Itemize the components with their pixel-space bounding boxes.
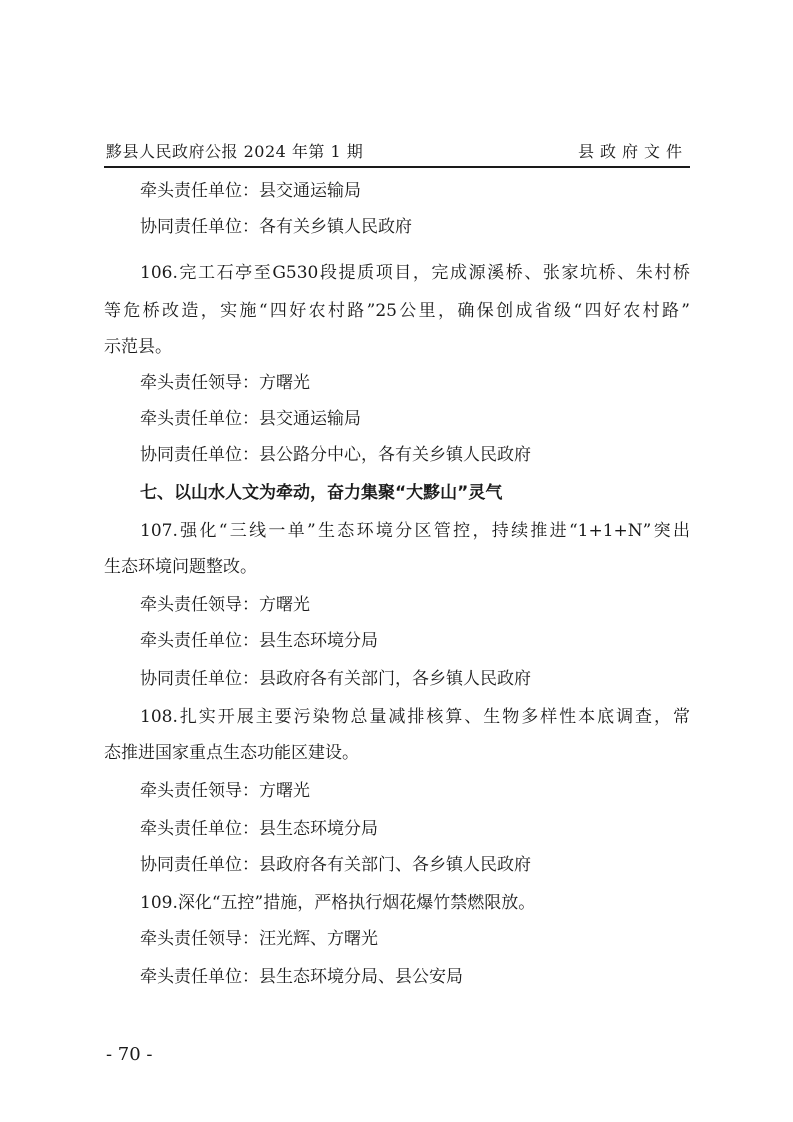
coop-unit-line: 协同责任单位：县政府各有关部门、各乡镇人民政府 [140,855,531,875]
header-rule [104,166,690,168]
coop-unit-line: 协同责任单位：县政府各有关部门，各乡镇人民政府 [140,669,531,689]
item-107-line-2: 生态环境问题整改。 [104,557,257,577]
lead-leader-line: 牵头责任领导：方曙光 [140,781,310,801]
lead-unit-line: 牵头责任单位：县交通运输局 [140,409,361,429]
item-108-line-1: 108.扎实开展主要污染物总量减排核算、生物多样性本底调查，常 [140,707,690,727]
lead-leader-line: 牵头责任领导：汪光辉、方曙光 [140,929,378,949]
item-107-line-1: 107.强化“三线一单”生态环境分区管控，持续推进“1+1+N”突出 [140,521,690,541]
lead-unit-line: 牵头责任单位：县生态环境分局 [140,819,378,839]
item-109-line-1: 109.深化“五控”措施，严格执行烟花爆竹禁燃限放。 [140,893,536,913]
section-heading-7: 七、以山水人文为牵动，奋力集聚“大黟山”灵气 [140,483,503,503]
coop-unit-line: 协同责任单位：各有关乡镇人民政府 [140,217,412,237]
item-106-line-3: 示范县。 [104,337,172,357]
lead-unit-line: 牵头责任单位：县生态环境分局 [140,631,378,651]
page-header [106,140,688,164]
page-number: - 70 - [106,1044,153,1065]
item-108-line-2: 态推进国家重点生态功能区建设。 [104,743,359,763]
lead-leader-line: 牵头责任领导：方曙光 [140,373,310,393]
lead-unit-line: 牵头责任单位：县生态环境分局、县公安局 [140,967,463,987]
item-106-line-2: 等危桥改造，实施“四好农村路”25公里，确保创成省级“四好农村路” [104,301,690,321]
bulletin-title: 黟县人民政府公报 2024 年第 1 期 [106,142,364,161]
lead-unit-line: 牵头责任单位：县交通运输局 [140,181,361,201]
item-106-line-1: 106.完工石亭至G530段提质项目，完成源溪桥、张家坑桥、朱村桥 [140,263,690,283]
lead-leader-line: 牵头责任领导：方曙光 [140,595,310,615]
section-label: 县政府文件 [577,142,688,161]
coop-unit-line: 协同责任单位：县公路分中心，各有关乡镇人民政府 [140,445,531,465]
